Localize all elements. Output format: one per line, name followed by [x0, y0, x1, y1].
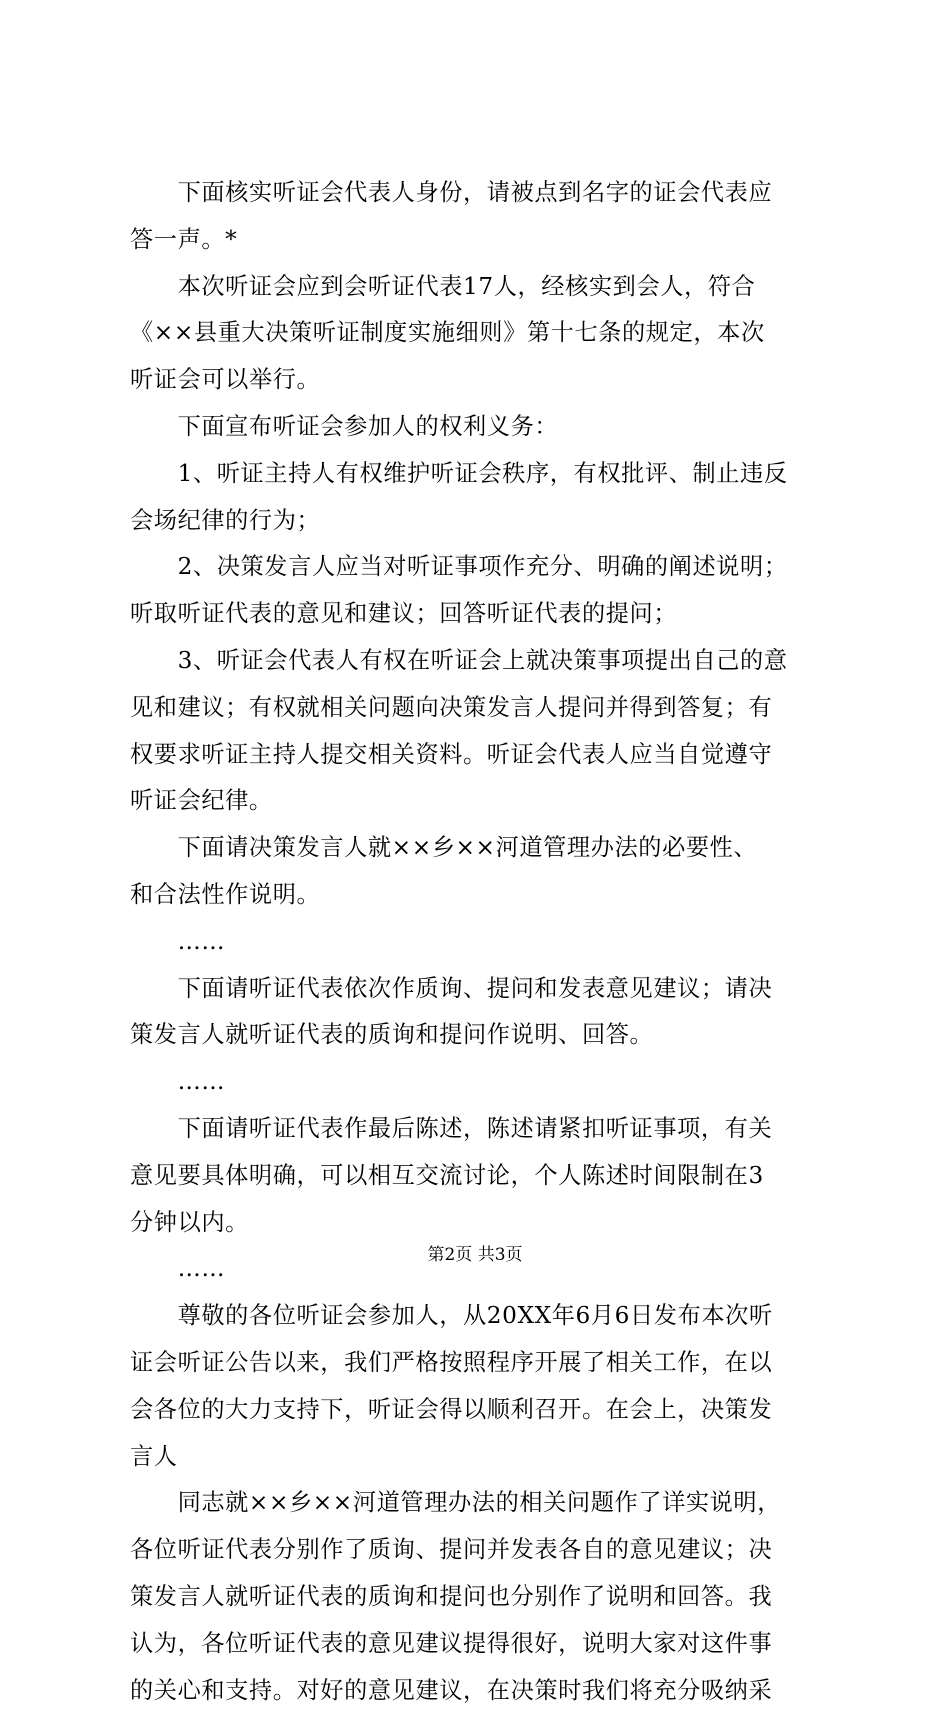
text-line: 1、听证主持人有权维护听证会秩序，有权批评、制止违反: [130, 451, 830, 498]
text-line: 听证会纪律。: [130, 778, 830, 825]
text-line: 下面请听证代表作最后陈述，陈述请紧扣听证事项，有关: [130, 1106, 830, 1153]
text-line: 的关心和支持。对好的意见建议，在决策时我们将充分吸纳采: [130, 1668, 830, 1714]
page-number: 第2页 共3页: [0, 1243, 950, 1267]
text-line: 会各位的大力支持下，听证会得以顺利召开。在会上，决策发: [130, 1387, 830, 1434]
ellipsis-line: ……: [130, 919, 830, 966]
text-line: 策发言人就听证代表的质询和提问也分别作了说明和回答。我: [130, 1574, 830, 1621]
text-line: 见和建议；有权就相关问题向决策发言人提问并得到答复；有: [130, 685, 830, 732]
text-line: 证会听证公告以来，我们严格按照程序开展了相关工作，在以: [130, 1340, 830, 1387]
ellipsis-line: ……: [130, 1059, 830, 1106]
text-line: 答一声。*: [130, 217, 830, 264]
text-line: 策发言人就听证代表的质询和提问作说明、回答。: [130, 1012, 830, 1059]
document-body: [130, 170, 830, 1714]
text-line: 和合法性作说明。: [130, 872, 830, 919]
text-line: 各位听证代表分别作了质询、提问并发表各自的意见建议；决: [130, 1527, 830, 1574]
ellipsis-line: ……: [130, 1246, 830, 1293]
text-line: 本次听证会应到会听证代表17人，经核实到会人，符合: [130, 264, 830, 311]
text-line: 下面请决策发言人就××乡××河道管理办法的必要性、: [130, 825, 830, 872]
text-line: 下面宣布听证会参加人的权利义务：: [130, 404, 830, 451]
text-line: 意见要具体明确，可以相互交流讨论，个人陈述时间限制在3: [130, 1153, 830, 1200]
text-line: 下面核实听证会代表人身份，请被点到名字的证会代表应: [130, 170, 830, 217]
text-line: 听证会可以举行。: [130, 357, 830, 404]
text-line: 同志就××乡××河道管理办法的相关问题作了详实说明，: [130, 1480, 830, 1527]
text-line: 《××县重大决策听证制度实施细则》第十七条的规定，本次: [130, 310, 830, 357]
text-line: 会场纪律的行为；: [130, 498, 830, 545]
text-line: 权要求听证主持人提交相关资料。听证会代表人应当自觉遵守: [130, 732, 830, 779]
text-line: 2、决策发言人应当对听证事项作充分、明确的阐述说明；: [130, 544, 830, 591]
text-line: 认为，各位听证代表的意见建议提得很好，说明大家对这件事: [130, 1621, 830, 1668]
text-line: 分钟以内。: [130, 1200, 830, 1247]
text-line: 尊敬的各位听证会参加人，从20XX年6月6日发布本次听: [130, 1293, 830, 1340]
text-line: 下面请听证代表依次作质询、提问和发表意见建议；请决: [130, 966, 830, 1013]
text-line: 言人: [130, 1434, 830, 1481]
text-line: 听取听证代表的意见和建议；回答听证代表的提问；: [130, 591, 830, 638]
text-line: 3、听证会代表人有权在听证会上就决策事项提出自己的意: [130, 638, 830, 685]
